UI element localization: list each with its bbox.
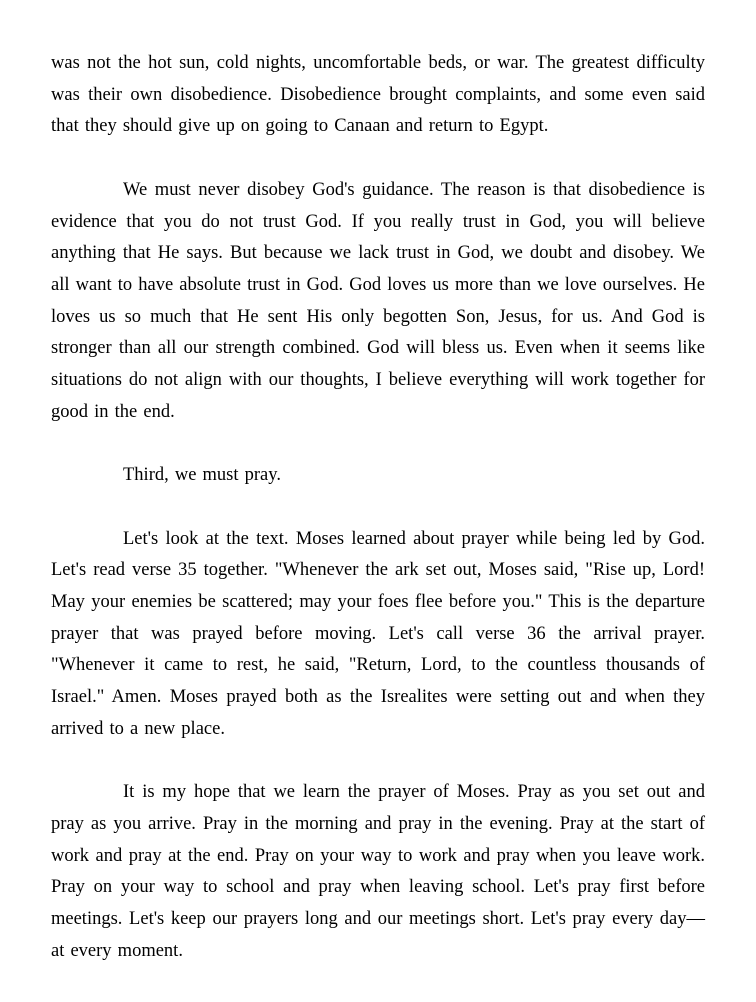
paragraph-2: We must never disobey God's guidance. The reason is that disobedience is evidence that you do not trust God. If you really trust in God, you will believe anything that He says. But because we lack trust in God, we doubt and disobey. We all want to have absolute trust in God. God loves us more than we love ourselves. He loves us so much that He sent His only begotten Son, Jesus, for us. And God is stronger than all our strength combined. God will bless us. Even when it seems like situations do not align with our thoughts, I believe everything will work together for good in the end.: [51, 179, 705, 422]
paragraph-4: Let's look at the text. Moses learned about prayer while being led by God. Let's read verse 35 together. "Whenever the ark set out, Moses said, "Rise up, Lord! May your enemies be scattered; may your foes flee before you." This is the departure prayer that was prayed before moving. Let's call verse 36 the arrival prayer. "Whenever it came to rest, he said, "Return, Lord, to the countless thousands of Israel." Amen. Moses prayed both as the Isrealites were setting out and when they arrived to a new place.: [51, 528, 705, 739]
paragraph-3-heading: Third, we must pray.: [123, 465, 281, 486]
paragraph-5: It is my hope that we learn the prayer of Moses. Pray as you set out and pray as you arrive. Pray in the morning and pray in the evening. Pray at the start of work and pray at the end. Pray on your way to work and pray when you leave work. Pray on your way to school and pray when leaving school. Let's pray first before meetings. Let's keep our prayers long and our meetings short. Let's pray every day—at every moment.: [51, 782, 705, 961]
paragraph-1: was not the hot sun, cold nights, uncomfortable beds, or war. The greatest difficulty was their own disobedience. Disobedience brought complaints, and some even said that they should give up on going to Canaan and return to Egypt.: [51, 53, 705, 137]
document-page: [51, 48, 705, 999]
